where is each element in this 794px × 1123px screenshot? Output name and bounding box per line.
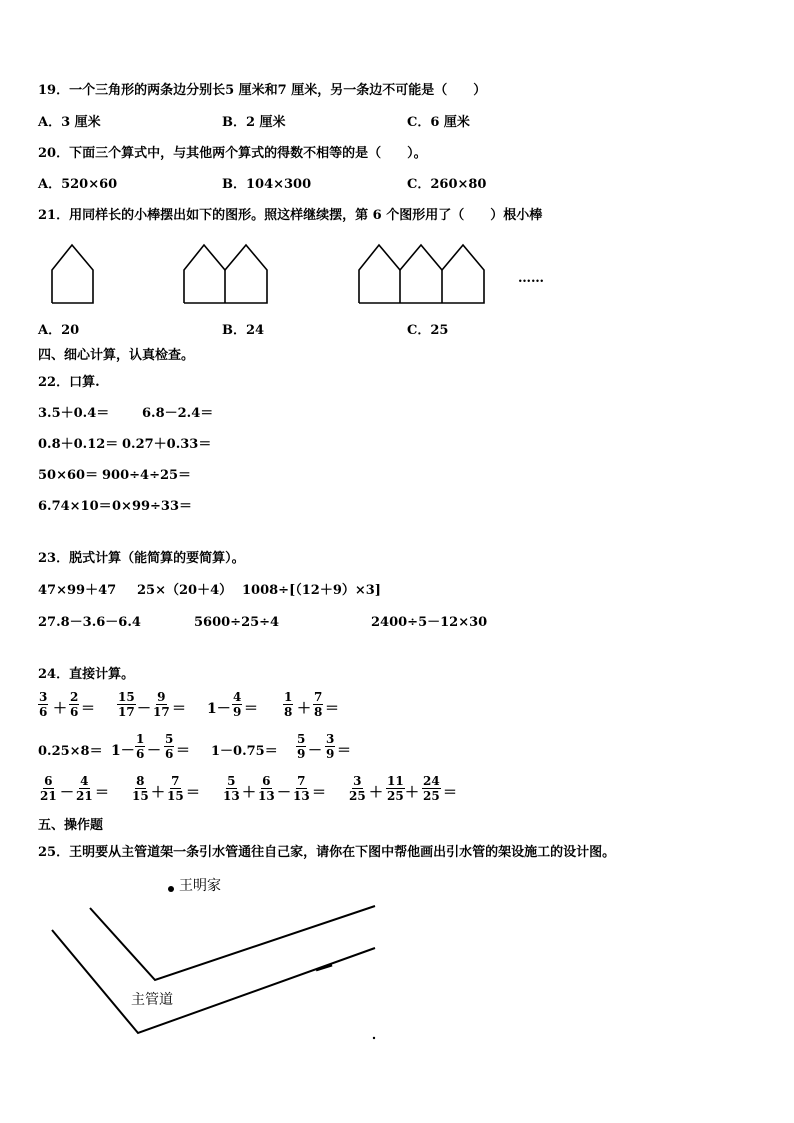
- pipe-diagram: [0, 890, 400, 1050]
- q22-item: 6.74×10＝: [38, 499, 112, 514]
- q22-item: 3.5＋0.4＝: [38, 406, 110, 421]
- q24-expr-text: 1－0.75＝: [211, 744, 278, 759]
- fraction: $\frac{8}{15}$: [132, 774, 149, 803]
- minus-sign: －: [60, 785, 74, 801]
- minus-sign: －: [308, 743, 322, 759]
- fraction: $\frac{11}{25}$: [387, 774, 404, 803]
- q21-option-c: C．25: [407, 323, 449, 338]
- q23-item: 27.8－3.6－6.4: [38, 615, 141, 630]
- q21-option-b: B．24: [222, 323, 265, 338]
- minus-sign: －: [147, 743, 161, 759]
- equals-sign: ＝: [244, 701, 258, 717]
- q19-option-c: C．6 厘米: [407, 115, 470, 130]
- minus-sign: －: [277, 785, 291, 801]
- fraction: $\frac{3}{25}$: [349, 774, 366, 803]
- q24-expr-text: 1－: [111, 743, 135, 759]
- minus-sign: －: [137, 701, 151, 717]
- q20-option-b: B．104×300: [222, 177, 312, 192]
- q19-stem: 19．一个三角形的两条边分别长5 厘米和7 厘米，另一条边不可能是（ ）: [38, 83, 487, 98]
- equals-sign: ＝: [325, 701, 339, 717]
- home-label: 王明家: [179, 878, 221, 894]
- q20-option-c: C．260×80: [407, 177, 487, 192]
- q19-option-a: A．3 厘米: [38, 115, 101, 130]
- fraction: $\frac{3}{6}$: [39, 690, 48, 719]
- q24-stem: 24．直接计算。: [38, 667, 135, 682]
- fraction: $\frac{5}{13}$: [223, 774, 240, 803]
- fraction: $\frac{1}{8}$: [284, 690, 293, 719]
- equals-sign: ＝: [95, 785, 109, 801]
- fraction: $\frac{2}{6}$: [70, 690, 79, 719]
- equals-sign: ＝: [172, 701, 186, 717]
- fraction: $\frac{3}{9}$: [326, 732, 335, 761]
- q20-stem: 20．下面三个算式中，与其他两个算式的得数不相等的是（ ）。: [38, 146, 427, 161]
- main-pipe-label: 主管道: [131, 992, 173, 1008]
- plus-sign: ＋: [53, 701, 67, 717]
- plus-sign: ＋: [405, 785, 419, 801]
- q20-option-a: A．520×60: [38, 177, 118, 192]
- equals-sign: ＝: [81, 701, 95, 717]
- q21-figure-1: [50, 243, 96, 305]
- q21-figure-3: [357, 243, 487, 305]
- section-5-heading: 五、操作题: [38, 818, 104, 833]
- q19-option-b: B．2 厘米: [222, 115, 286, 130]
- q23-item: 5600÷25÷4: [194, 615, 280, 630]
- q22-item: 0.27＋0.33＝: [122, 437, 212, 452]
- q22-item: 50×60＝: [38, 468, 99, 483]
- equals-sign: ＝: [337, 743, 351, 759]
- fraction: $\frac{6}{13}$: [258, 774, 275, 803]
- fraction: $\frac{4}{21}$: [76, 774, 93, 803]
- fraction: $\frac{7}{13}$: [293, 774, 310, 803]
- fraction: $\frac{6}{21}$: [40, 774, 57, 803]
- q22-item: 0.8＋0.12＝: [38, 437, 119, 452]
- q24-expr-text: 0.25×8＝: [38, 744, 103, 759]
- plus-sign: ＋: [151, 785, 165, 801]
- plus-sign: ＋: [242, 785, 256, 801]
- equals-sign: ＝: [186, 785, 200, 801]
- fraction: $\frac{7}{8}$: [314, 690, 323, 719]
- equals-sign: ＝: [176, 743, 190, 759]
- fraction: $\frac{15}{17}$: [118, 690, 135, 719]
- q22-item: 900÷4÷25＝: [102, 468, 192, 483]
- plus-sign: ＋: [369, 785, 383, 801]
- q21-figure-2: [182, 243, 270, 305]
- q23-item: 2400÷5－12×30: [371, 615, 488, 630]
- fraction: $\frac{1}{6}$: [136, 732, 145, 761]
- q22-item: 6.8－2.4＝: [142, 406, 214, 421]
- q25-stem: 25．王明要从主管道架一条引水管通往自己家，请你在下图中帮他画出引水管的架设施工的设计图。: [38, 845, 616, 860]
- fraction: $\frac{4}{9}$: [233, 690, 242, 719]
- q23-item: 1008÷[（12＋9）×3]: [242, 583, 381, 598]
- q23-item: 47×99＋47: [38, 583, 117, 598]
- fraction: $\frac{24}{25}$: [423, 774, 440, 803]
- q21-stem: 21．用同样长的小棒摆出如下的图形。照这样继续摆，第 6 个图形用了（ ）根小棒: [38, 208, 543, 223]
- section-4-heading: 四、细心计算，认真检查。: [38, 348, 195, 363]
- fraction: $\frac{5}{9}$: [297, 732, 306, 761]
- equals-sign: ＝: [312, 785, 326, 801]
- plus-sign: ＋: [297, 701, 311, 717]
- equals-sign: ＝: [443, 785, 457, 801]
- q22-item: 0×99÷33＝: [112, 499, 193, 514]
- q23-item: 25×（20＋4）: [137, 583, 233, 598]
- q21-ellipsis: ……: [518, 271, 544, 286]
- fraction: $\frac{9}{17}$: [153, 690, 170, 719]
- fraction: $\frac{5}{6}$: [165, 732, 174, 761]
- fraction: $\frac{7}{15}$: [167, 774, 184, 803]
- q21-option-a: A．20: [38, 323, 80, 338]
- q23-stem: 23．脱式计算（能简算的要简算）。: [38, 551, 245, 566]
- q24-expr-text: 1－: [207, 701, 231, 717]
- q22-stem: 22．口算.: [38, 375, 100, 390]
